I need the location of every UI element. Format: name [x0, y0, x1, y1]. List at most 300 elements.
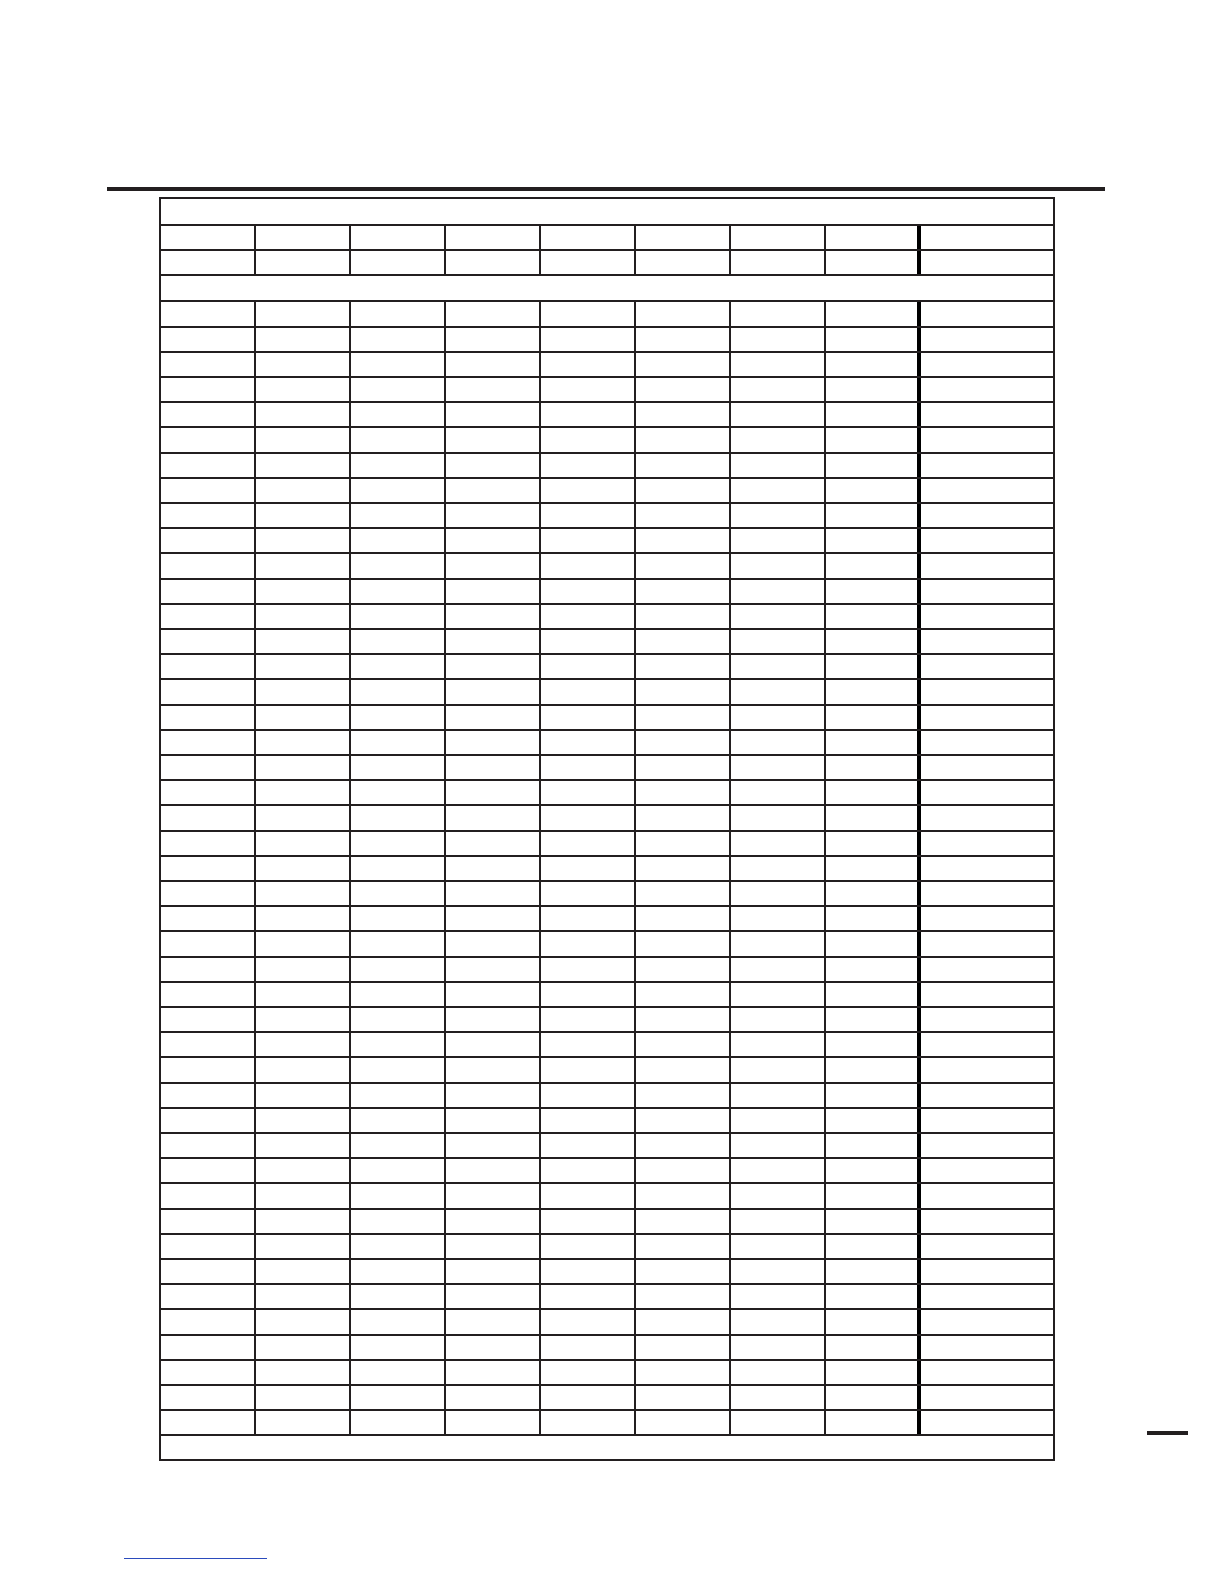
table-cell[interactable]: [826, 1235, 921, 1258]
table-cell[interactable]: [731, 1411, 826, 1434]
table-cell[interactable]: [921, 1361, 1053, 1384]
table-cell[interactable]: [351, 353, 446, 376]
table-cell[interactable]: [921, 251, 1053, 274]
table-cell[interactable]: [636, 1210, 731, 1233]
table-cell[interactable]: [541, 731, 636, 754]
table-cell[interactable]: [731, 529, 826, 552]
table-cell[interactable]: [826, 353, 921, 376]
table-cell[interactable]: [541, 1285, 636, 1308]
table-cell[interactable]: [161, 1386, 256, 1409]
table-cell[interactable]: [161, 403, 256, 426]
table-cell[interactable]: [636, 1134, 731, 1157]
table-cell[interactable]: [446, 328, 541, 351]
table-cell[interactable]: [636, 1285, 731, 1308]
table-cell[interactable]: [446, 605, 541, 628]
table-cell[interactable]: [446, 706, 541, 729]
table-cell[interactable]: [541, 554, 636, 577]
table-cell[interactable]: [446, 1084, 541, 1107]
table-cell[interactable]: [826, 857, 921, 880]
table-cell[interactable]: [256, 1084, 351, 1107]
table-cell[interactable]: [826, 302, 921, 325]
table-cell[interactable]: [731, 580, 826, 603]
table-cell[interactable]: [256, 806, 351, 829]
table-cell[interactable]: [446, 302, 541, 325]
table-cell[interactable]: [731, 1285, 826, 1308]
table-cell[interactable]: [256, 428, 351, 451]
table-cell[interactable]: [541, 857, 636, 880]
table-cell[interactable]: [256, 1336, 351, 1359]
table-cell[interactable]: [826, 1310, 921, 1333]
table-cell[interactable]: [826, 580, 921, 603]
table-cell[interactable]: [541, 630, 636, 653]
table-cell[interactable]: [731, 1134, 826, 1157]
table-cell[interactable]: [351, 706, 446, 729]
table-cell[interactable]: [446, 1134, 541, 1157]
table-cell[interactable]: [731, 806, 826, 829]
table-cell[interactable]: [446, 529, 541, 552]
table-cell[interactable]: [921, 1210, 1053, 1233]
table-cell[interactable]: [921, 983, 1053, 1006]
table-cell[interactable]: [731, 1184, 826, 1207]
table-cell[interactable]: [351, 655, 446, 678]
table-cell[interactable]: [921, 1159, 1053, 1182]
table-cell[interactable]: [351, 1058, 446, 1081]
table-cell[interactable]: [921, 479, 1053, 502]
table-cell[interactable]: [351, 1361, 446, 1384]
table-cell[interactable]: [351, 1285, 446, 1308]
table-cell[interactable]: [446, 882, 541, 905]
table-cell[interactable]: [731, 302, 826, 325]
table-cell[interactable]: [826, 1109, 921, 1132]
table-cell[interactable]: [731, 958, 826, 981]
table-cell[interactable]: [636, 932, 731, 955]
table-cell[interactable]: [826, 1184, 921, 1207]
table-cell[interactable]: [541, 1084, 636, 1107]
table-cell[interactable]: [541, 353, 636, 376]
table-cell[interactable]: [161, 378, 256, 401]
table-cell[interactable]: [636, 1235, 731, 1258]
table-cell[interactable]: [351, 1084, 446, 1107]
table-cell[interactable]: [731, 605, 826, 628]
table-cell[interactable]: [636, 378, 731, 401]
table-cell[interactable]: [826, 907, 921, 930]
table-cell[interactable]: [826, 655, 921, 678]
table-cell[interactable]: [446, 680, 541, 703]
table-cell[interactable]: [256, 1058, 351, 1081]
table-cell[interactable]: [636, 1084, 731, 1107]
table-cell[interactable]: [161, 1008, 256, 1031]
table-cell[interactable]: [636, 1008, 731, 1031]
table-cell[interactable]: [636, 630, 731, 653]
table-cell[interactable]: [921, 907, 1053, 930]
table-cell[interactable]: [161, 1058, 256, 1081]
table-cell[interactable]: [921, 932, 1053, 955]
table-cell[interactable]: [351, 907, 446, 930]
table-cell[interactable]: [541, 655, 636, 678]
table-cell[interactable]: [161, 932, 256, 955]
table-cell[interactable]: [636, 580, 731, 603]
table-cell[interactable]: [161, 630, 256, 653]
table-cell[interactable]: [351, 731, 446, 754]
table-cell[interactable]: [351, 680, 446, 703]
table-cell[interactable]: [636, 806, 731, 829]
table-cell[interactable]: [731, 781, 826, 804]
table-cell[interactable]: [731, 1260, 826, 1283]
table-cell[interactable]: [161, 454, 256, 477]
table-cell[interactable]: [636, 882, 731, 905]
table-cell[interactable]: [256, 932, 351, 955]
table-cell[interactable]: [921, 328, 1053, 351]
table-cell[interactable]: [446, 1260, 541, 1283]
table-cell[interactable]: [161, 806, 256, 829]
table-cell[interactable]: [541, 706, 636, 729]
table-cell[interactable]: [541, 251, 636, 274]
table-cell[interactable]: [921, 1109, 1053, 1132]
table-cell[interactable]: [731, 857, 826, 880]
table-cell[interactable]: [541, 580, 636, 603]
table-cell[interactable]: [826, 630, 921, 653]
table-cell[interactable]: [161, 353, 256, 376]
table-cell[interactable]: [826, 554, 921, 577]
table-cell[interactable]: [256, 706, 351, 729]
table-cell[interactable]: [446, 630, 541, 653]
table-cell[interactable]: [446, 983, 541, 1006]
table-cell[interactable]: [351, 1235, 446, 1258]
table-cell[interactable]: [921, 226, 1053, 249]
table-cell[interactable]: [826, 680, 921, 703]
table-cell[interactable]: [921, 857, 1053, 880]
table-cell[interactable]: [921, 1285, 1053, 1308]
table-cell[interactable]: [541, 1134, 636, 1157]
table-cell[interactable]: [161, 226, 256, 249]
table-cell[interactable]: [921, 1260, 1053, 1283]
table-cell[interactable]: [446, 958, 541, 981]
table-cell[interactable]: [256, 1109, 351, 1132]
table-cell[interactable]: [541, 1008, 636, 1031]
table-cell[interactable]: [541, 479, 636, 502]
table-cell[interactable]: [161, 1134, 256, 1157]
table-cell[interactable]: [921, 302, 1053, 325]
table-cell[interactable]: [161, 983, 256, 1006]
table-cell[interactable]: [731, 1033, 826, 1056]
table-cell[interactable]: [351, 857, 446, 880]
table-cell[interactable]: [731, 554, 826, 577]
table-cell[interactable]: [921, 655, 1053, 678]
table-cell[interactable]: [731, 1159, 826, 1182]
table-cell[interactable]: [351, 605, 446, 628]
table-cell[interactable]: [256, 554, 351, 577]
table-cell[interactable]: [636, 529, 731, 552]
table-cell[interactable]: [446, 1336, 541, 1359]
table-cell[interactable]: [161, 1159, 256, 1182]
table-cell[interactable]: [636, 1411, 731, 1434]
table-cell[interactable]: [351, 1411, 446, 1434]
table-cell[interactable]: [921, 832, 1053, 855]
table-cell[interactable]: [256, 907, 351, 930]
table-cell[interactable]: [256, 605, 351, 628]
table-cell[interactable]: [161, 1285, 256, 1308]
table-cell[interactable]: [826, 882, 921, 905]
table-cell[interactable]: [636, 353, 731, 376]
table-cell[interactable]: [446, 428, 541, 451]
table-cell[interactable]: [351, 983, 446, 1006]
table-cell[interactable]: [921, 1386, 1053, 1409]
table-cell[interactable]: [731, 1336, 826, 1359]
table-cell[interactable]: [256, 353, 351, 376]
table-cell[interactable]: [351, 378, 446, 401]
table-cell[interactable]: [351, 958, 446, 981]
table-cell[interactable]: [351, 1134, 446, 1157]
table-cell[interactable]: [351, 781, 446, 804]
table-cell[interactable]: [161, 1210, 256, 1233]
table-cell[interactable]: [826, 454, 921, 477]
table-cell[interactable]: [161, 706, 256, 729]
table-cell[interactable]: [256, 226, 351, 249]
table-cell[interactable]: [541, 806, 636, 829]
table-cell[interactable]: [731, 328, 826, 351]
table-cell[interactable]: [636, 756, 731, 779]
table-cell[interactable]: [826, 605, 921, 628]
table-cell[interactable]: [636, 1361, 731, 1384]
table-cell[interactable]: [541, 1336, 636, 1359]
table-cell[interactable]: [636, 958, 731, 981]
table-cell[interactable]: [541, 454, 636, 477]
table-cell[interactable]: [541, 428, 636, 451]
table-cell[interactable]: [731, 932, 826, 955]
table-cell[interactable]: [826, 226, 921, 249]
table-cell[interactable]: [826, 806, 921, 829]
table-cell[interactable]: [921, 806, 1053, 829]
table-cell[interactable]: [541, 882, 636, 905]
table-cell[interactable]: [636, 832, 731, 855]
table-cell[interactable]: [541, 302, 636, 325]
table-cell[interactable]: [351, 1336, 446, 1359]
table-cell[interactable]: [256, 1310, 351, 1333]
table-cell[interactable]: [921, 781, 1053, 804]
table-cell[interactable]: [161, 251, 256, 274]
table-cell[interactable]: [921, 958, 1053, 981]
table-cell[interactable]: [446, 832, 541, 855]
table-cell[interactable]: [351, 328, 446, 351]
table-cell[interactable]: [351, 479, 446, 502]
table-cell[interactable]: [826, 251, 921, 274]
table-cell[interactable]: [731, 630, 826, 653]
table-cell[interactable]: [161, 1411, 256, 1434]
table-cell[interactable]: [636, 428, 731, 451]
table-cell[interactable]: [921, 1310, 1053, 1333]
table-cell[interactable]: [541, 680, 636, 703]
table-cell[interactable]: [826, 932, 921, 955]
table-cell[interactable]: [446, 554, 541, 577]
table-cell[interactable]: [161, 1109, 256, 1132]
table-cell[interactable]: [446, 378, 541, 401]
table-cell[interactable]: [636, 302, 731, 325]
table-cell[interactable]: [256, 454, 351, 477]
table-cell[interactable]: [921, 1336, 1053, 1359]
table-cell[interactable]: [541, 1109, 636, 1132]
table-cell[interactable]: [826, 731, 921, 754]
table-cell[interactable]: [446, 806, 541, 829]
table-cell[interactable]: [636, 1109, 731, 1132]
table-cell[interactable]: [161, 504, 256, 527]
table-cell[interactable]: [446, 731, 541, 754]
table-cell[interactable]: [731, 428, 826, 451]
table-cell[interactable]: [826, 1058, 921, 1081]
table-cell[interactable]: [351, 1109, 446, 1132]
table-cell[interactable]: [256, 983, 351, 1006]
table-cell[interactable]: [541, 1033, 636, 1056]
table-cell[interactable]: [921, 1033, 1053, 1056]
table-cell[interactable]: [731, 403, 826, 426]
table-cell[interactable]: [541, 403, 636, 426]
table-cell[interactable]: [256, 328, 351, 351]
table-cell[interactable]: [351, 630, 446, 653]
table-cell[interactable]: [636, 1184, 731, 1207]
table-cell[interactable]: [921, 454, 1053, 477]
table-cell[interactable]: [541, 832, 636, 855]
table-cell[interactable]: [541, 1310, 636, 1333]
table-cell[interactable]: [731, 1210, 826, 1233]
table-cell[interactable]: [351, 504, 446, 527]
table-cell[interactable]: [731, 504, 826, 527]
table-cell[interactable]: [636, 504, 731, 527]
table-cell[interactable]: [921, 1411, 1053, 1434]
table-cell[interactable]: [921, 1184, 1053, 1207]
table-cell[interactable]: [731, 731, 826, 754]
table-cell[interactable]: [351, 1386, 446, 1409]
table-cell[interactable]: [921, 630, 1053, 653]
table-cell[interactable]: [351, 428, 446, 451]
table-cell[interactable]: [636, 1336, 731, 1359]
table-cell[interactable]: [256, 1184, 351, 1207]
table-cell[interactable]: [256, 958, 351, 981]
table-cell[interactable]: [446, 1033, 541, 1056]
table-cell[interactable]: [636, 731, 731, 754]
table-cell[interactable]: [636, 907, 731, 930]
table-cell[interactable]: [256, 756, 351, 779]
table-cell[interactable]: [161, 554, 256, 577]
table-cell[interactable]: [731, 1008, 826, 1031]
table-cell[interactable]: [921, 706, 1053, 729]
table-cell[interactable]: [826, 832, 921, 855]
table-cell[interactable]: [541, 1210, 636, 1233]
table-cell[interactable]: [256, 302, 351, 325]
table-cell[interactable]: [161, 1033, 256, 1056]
table-cell[interactable]: [161, 756, 256, 779]
table-cell[interactable]: [826, 1411, 921, 1434]
table-cell[interactable]: [636, 781, 731, 804]
table-cell[interactable]: [161, 857, 256, 880]
table-cell[interactable]: [636, 1033, 731, 1056]
table-cell[interactable]: [256, 1260, 351, 1283]
table-cell[interactable]: [826, 1386, 921, 1409]
table-cell[interactable]: [541, 756, 636, 779]
table-cell[interactable]: [921, 882, 1053, 905]
table-cell[interactable]: [161, 680, 256, 703]
table-cell[interactable]: [446, 479, 541, 502]
table-cell[interactable]: [446, 1411, 541, 1434]
table-cell[interactable]: [256, 1210, 351, 1233]
table-cell[interactable]: [921, 756, 1053, 779]
table-cell[interactable]: [636, 554, 731, 577]
table-cell[interactable]: [161, 1336, 256, 1359]
table-cell[interactable]: [731, 1058, 826, 1081]
table-cell[interactable]: [731, 1109, 826, 1132]
table-cell[interactable]: [446, 655, 541, 678]
table-cell[interactable]: [826, 1033, 921, 1056]
table-cell[interactable]: [446, 454, 541, 477]
table-cell[interactable]: [256, 1033, 351, 1056]
table-cell[interactable]: [636, 1386, 731, 1409]
table-cell[interactable]: [826, 1285, 921, 1308]
table-cell[interactable]: [161, 580, 256, 603]
table-cell[interactable]: [541, 605, 636, 628]
table-cell[interactable]: [351, 1008, 446, 1031]
table-cell[interactable]: [256, 832, 351, 855]
table-cell[interactable]: [446, 1210, 541, 1233]
table-cell[interactable]: [541, 1184, 636, 1207]
table-cell[interactable]: [351, 832, 446, 855]
table-cell[interactable]: [541, 1260, 636, 1283]
table-cell[interactable]: [351, 529, 446, 552]
table-cell[interactable]: [161, 479, 256, 502]
table-cell[interactable]: [446, 1310, 541, 1333]
table-cell[interactable]: [351, 1310, 446, 1333]
table-cell[interactable]: [446, 504, 541, 527]
table-cell[interactable]: [256, 580, 351, 603]
table-cell[interactable]: [826, 1134, 921, 1157]
table-cell[interactable]: [351, 1210, 446, 1233]
table-cell[interactable]: [161, 781, 256, 804]
table-cell[interactable]: [541, 1411, 636, 1434]
table-cell[interactable]: [921, 1058, 1053, 1081]
table-cell[interactable]: [541, 504, 636, 527]
table-cell[interactable]: [826, 1084, 921, 1107]
table-cell[interactable]: [446, 1109, 541, 1132]
table-cell[interactable]: [351, 554, 446, 577]
table-cell[interactable]: [921, 580, 1053, 603]
table-cell[interactable]: [921, 731, 1053, 754]
table-cell[interactable]: [826, 958, 921, 981]
table-cell[interactable]: [541, 378, 636, 401]
table-cell[interactable]: [256, 630, 351, 653]
table-cell[interactable]: [826, 403, 921, 426]
table-cell[interactable]: [351, 580, 446, 603]
table-cell[interactable]: [161, 882, 256, 905]
table-cell[interactable]: [256, 1008, 351, 1031]
table-cell[interactable]: [446, 756, 541, 779]
table-cell[interactable]: [161, 1184, 256, 1207]
table-cell[interactable]: [826, 328, 921, 351]
table-cell[interactable]: [731, 655, 826, 678]
table-cell[interactable]: [921, 353, 1053, 376]
table-cell[interactable]: [256, 1159, 351, 1182]
table-cell[interactable]: [636, 680, 731, 703]
table-cell[interactable]: [446, 932, 541, 955]
table-cell[interactable]: [161, 655, 256, 678]
table-cell[interactable]: [351, 1033, 446, 1056]
table-cell[interactable]: [826, 1361, 921, 1384]
table-cell[interactable]: [161, 605, 256, 628]
table-cell[interactable]: [921, 403, 1053, 426]
table-cell[interactable]: [731, 454, 826, 477]
table-cell[interactable]: [541, 529, 636, 552]
table-cell[interactable]: [256, 655, 351, 678]
table-cell[interactable]: [541, 958, 636, 981]
table-cell[interactable]: [826, 504, 921, 527]
table-cell[interactable]: [351, 1184, 446, 1207]
table-cell[interactable]: [921, 504, 1053, 527]
